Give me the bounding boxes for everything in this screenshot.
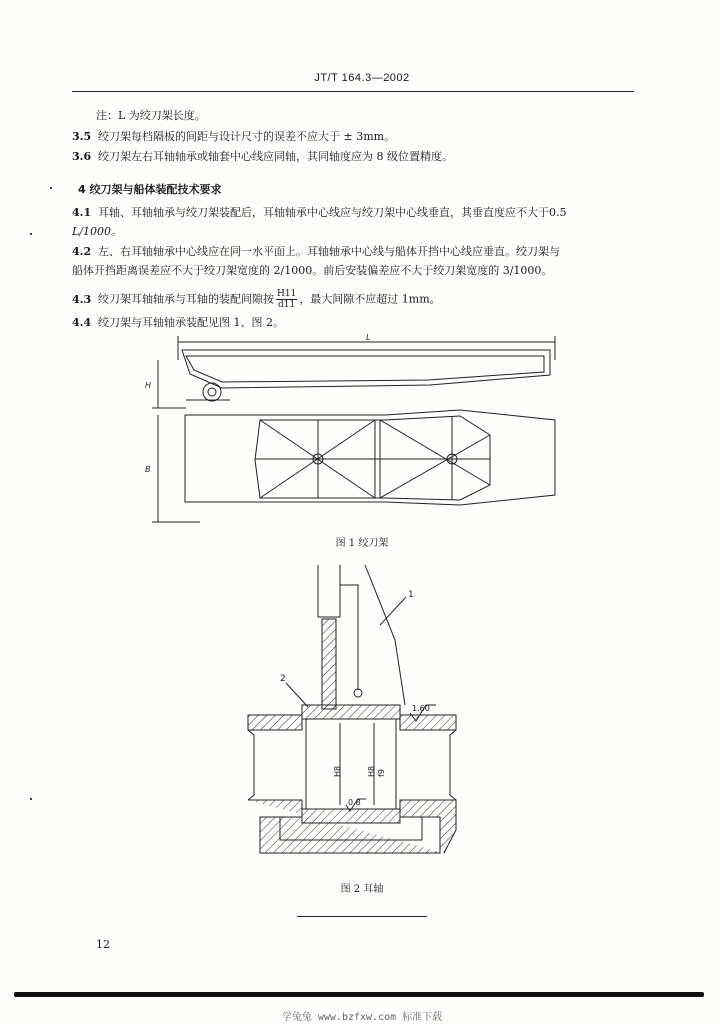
clause-4-1-line2: L/1000。 [72,225,123,238]
callout-1: 1 [408,590,414,600]
fraction-numerator: H11 [277,289,297,299]
arm-plate [365,565,405,705]
lubrication-nipple [354,689,362,697]
scan-mark [50,187,52,189]
clause-number: 4.4 [72,316,92,329]
clause-text: 绞刀架与耳轴轴承装配见图 1、图 2。 [98,316,284,329]
figure-2-trunnion-drawing [240,555,480,870]
clause-text: 耳轴、耳轴轴承与绞刀架装配后，耳轴轴承中心线应与绞刀架中心线垂直，其垂直度应不大于0.5 [98,206,567,219]
label-B: B [145,465,151,474]
trunnion-circle [203,383,221,401]
housing-left-top [248,715,302,730]
clause-number: 3.6 [72,150,92,163]
trunnion-shaft [306,719,396,809]
clause-number: 3.5 [72,130,92,143]
scan-mark [30,798,32,800]
clause-number: 4.1 [72,206,92,219]
fit-label-left: H8 [333,765,342,777]
label-H: H [145,381,152,390]
arm-shaft-section [322,619,336,709]
clause-number: 4.3 [72,292,92,306]
clause-4-4 [72,316,284,330]
side-view-inner [186,356,544,382]
figure-2-caption: 图 2 耳轴 [340,884,384,895]
housing-left-edge [248,730,254,800]
housing-right-edge [450,730,456,800]
header-rule [72,91,634,92]
clause-4-2-line1 [72,245,560,259]
clause-4-1-line1 [72,206,567,220]
frame-brace [380,420,490,485]
roughness-label-2: 0.8 [348,798,361,807]
bushing-bottom [302,809,400,823]
clause-text: 绞刀架耳轴轴承与耳轴的装配间隙按 [98,292,274,306]
scan-mark [30,233,32,235]
trunnion-hub [208,388,216,396]
clause-4-3 [72,289,441,310]
clause-text-tail: ，最大间隙不应超过 1mm。 [299,292,441,306]
fit-label-right-bottom: f9 [377,769,386,777]
clause-3-6 [72,150,453,164]
clause-4-2-line2: 船体开挡距离误差应不大于绞刀架宽度的 2/1000。前后安装偏差应不大于绞刀架宽度的 3/1000。 [72,264,553,277]
clause-3-5 [72,130,395,144]
watermark-text: 学兔兔 www.bzfxw.com 标准下载 [281,1012,443,1023]
figure-1-cutter-frame-drawing [130,330,570,530]
clause-text: 绞刀架左右耳轴轴承或轴套中心线应同轴，其同轴度应为 8 级位置精度。 [98,150,453,163]
plan-view-inner-frame [255,416,490,500]
roughness-label-1: 1.60 [412,704,430,713]
housing-right-top [400,715,456,730]
arm-bend [340,585,358,690]
fit-label-right-top: H8 [367,765,376,777]
note-line: 注：L 为绞刀架长度。 [96,109,206,122]
running-header-code: JT/T 164.3—2002 [314,72,410,84]
figure-1-caption: 图 1 绞刀架 [335,538,389,549]
fit-fraction [276,289,297,310]
callout-2: 2 [280,674,286,684]
label-L: L [366,333,371,342]
page-number: 12 [96,938,110,951]
scan-edge-bar [14,992,704,997]
fraction-denominator: d11 [278,300,296,310]
footer-rule [297,916,427,917]
clause-number: 4.2 [72,245,92,258]
arm-upper [318,565,340,617]
leader-line-2 [286,683,308,707]
clause-text: 绞刀架每档隔板的间距与设计尺寸的误差不应大于 ± 3mm。 [98,130,396,143]
section-4-heading: 4 绞刀架与船体装配技术要求 [78,183,222,196]
plan-view-outline [185,410,555,505]
frame-brace [380,435,490,498]
clause-text: 左、右耳轴轴承中心线应在同一水平面上。耳轴轴承中心线与船体开挡中心线应垂直。绞刀架与 [98,245,560,258]
bushing-top [302,705,400,719]
